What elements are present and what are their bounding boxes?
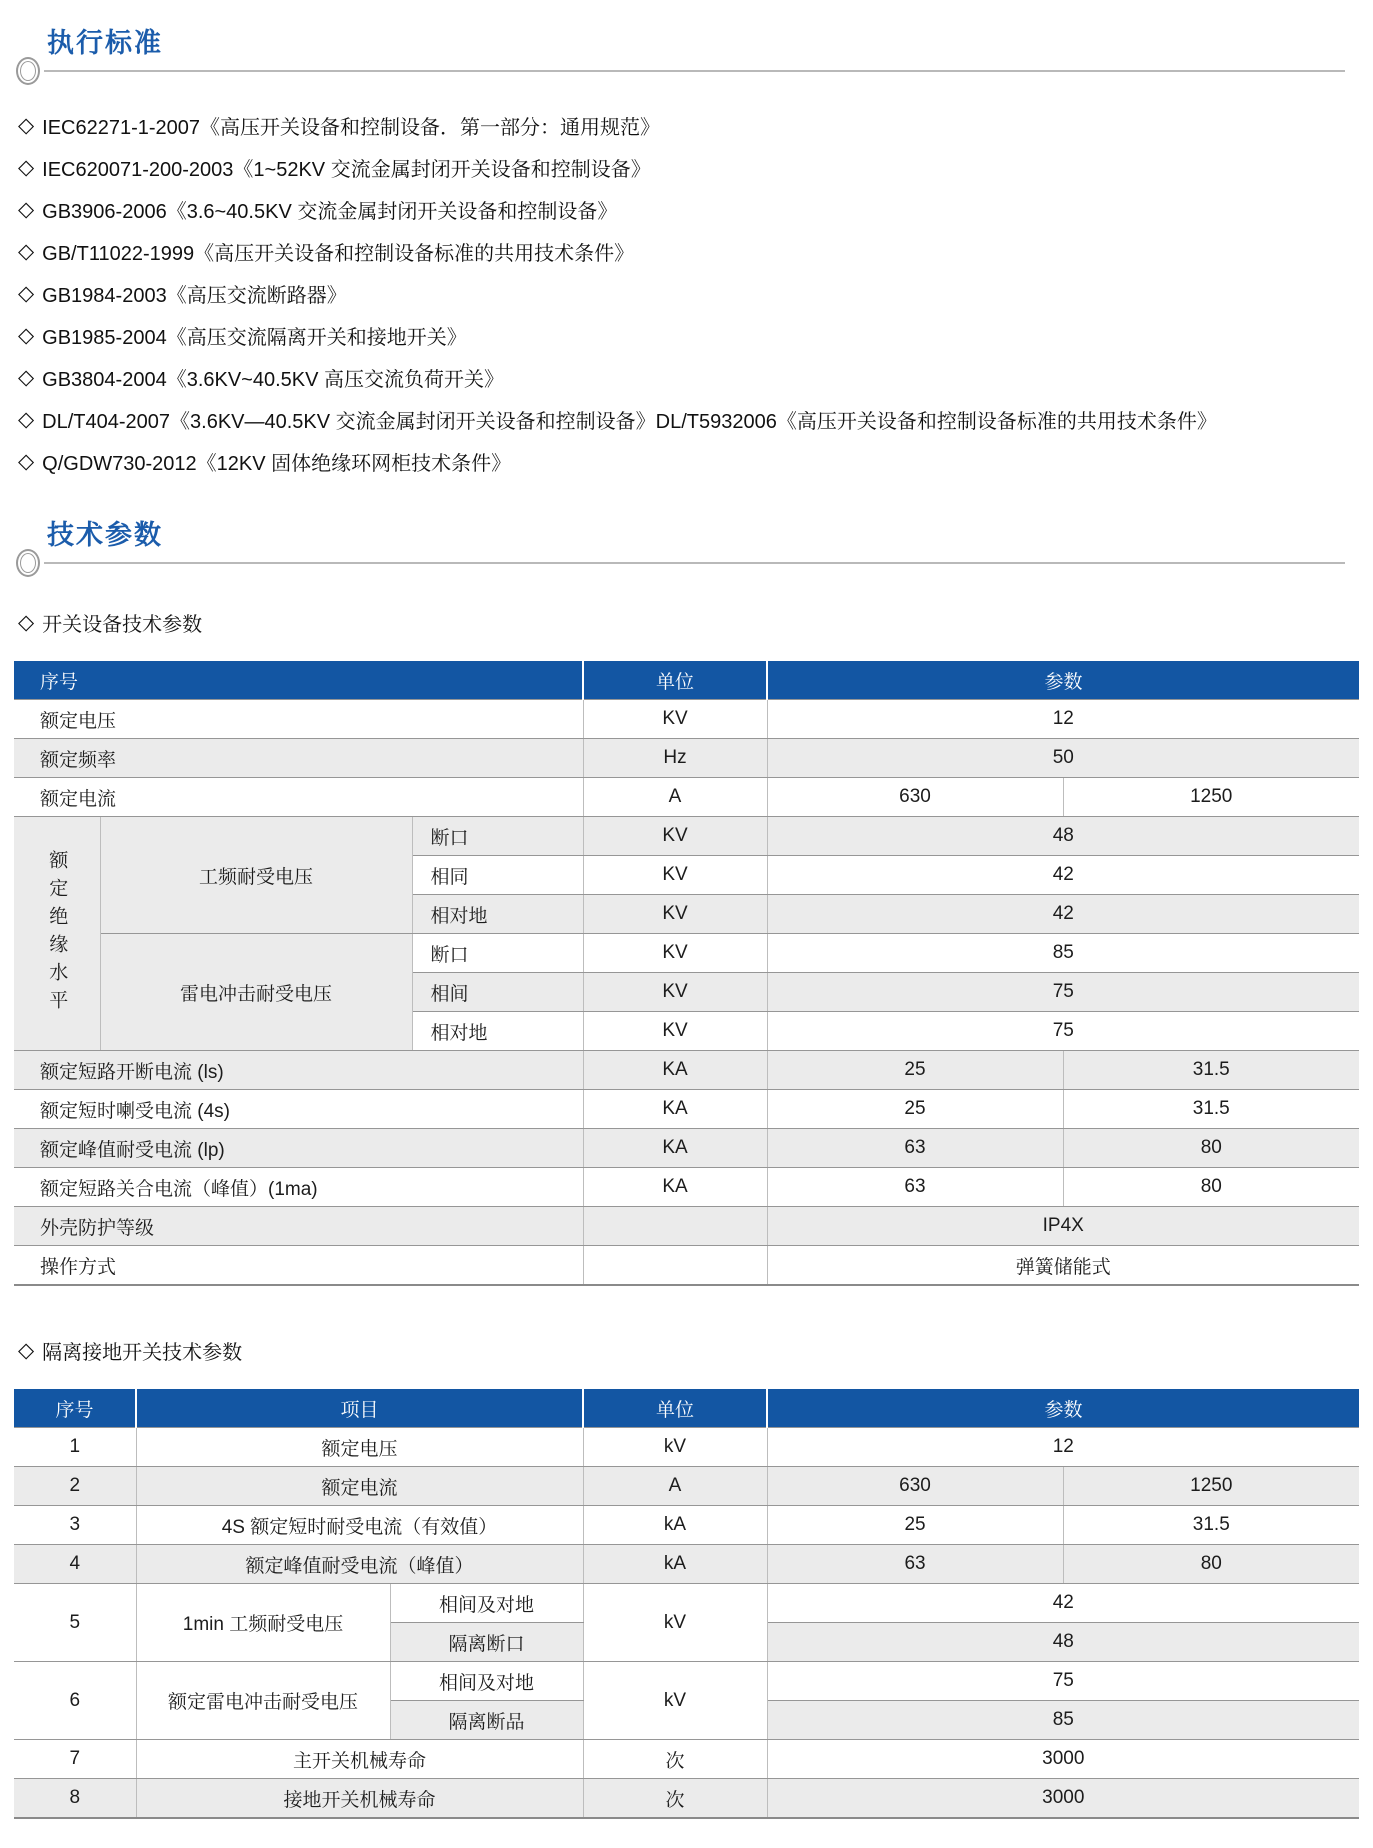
disconnector-params-table	[14, 1389, 1359, 1819]
cell-unit: KV	[583, 700, 767, 739]
cell-value: 3000	[767, 1740, 1359, 1779]
cell-label: 额定峰值耐受电流 (lp)	[14, 1129, 583, 1168]
disconnector-params-subtitle	[18, 1336, 1373, 1365]
cell-sublabel: 相同	[412, 856, 583, 895]
cell-unit: KV	[583, 1012, 767, 1051]
cell-unit: KA	[583, 1051, 767, 1090]
cell-number: 1	[14, 1428, 136, 1467]
cell-unit: kV	[583, 1662, 767, 1740]
cell-value: 1250	[1063, 778, 1359, 817]
cell-value: 80	[1063, 1545, 1359, 1584]
cell-unit: kV	[583, 1428, 767, 1467]
list-item	[18, 104, 1373, 146]
cell-group-label: 工频耐受电压	[100, 817, 412, 934]
cell-sublabel: 相对地	[412, 895, 583, 934]
cell-sublabel: 隔离断品	[390, 1701, 583, 1740]
table-header-row	[14, 1389, 1359, 1428]
table-row	[14, 934, 1359, 973]
cell-label: 外壳防护等级	[14, 1207, 583, 1246]
cell-unit: Hz	[583, 739, 767, 778]
cell-sublabel: 断口	[412, 934, 583, 973]
cell-value: 12	[767, 700, 1359, 739]
cell-number: 3	[14, 1506, 136, 1545]
switchgear-params-subtitle	[18, 608, 1373, 637]
standard-text: IEC620071-200-2003《1~52KV 交流金属封闭开关设备和控制设备》	[42, 158, 651, 181]
divider-line	[44, 70, 1345, 72]
cell-number: 4	[14, 1545, 136, 1584]
diamond-bullet-icon: ◇	[18, 365, 35, 389]
subtitle-text: 隔离接地开关技术参数	[42, 1342, 243, 1364]
cell-sublabel: 相对地	[412, 1012, 583, 1051]
cell-number: 7	[14, 1740, 136, 1779]
table-row	[14, 1129, 1359, 1168]
table-row	[14, 1584, 1359, 1623]
cell-value: 48	[767, 817, 1359, 856]
cell-item: 接地开关机械寿命	[136, 1779, 583, 1819]
diamond-bullet-icon: ◇	[18, 611, 35, 634]
cell-unit: KA	[583, 1090, 767, 1129]
parameters-section-title: 技术参数	[47, 520, 163, 550]
cell-value: 80	[1063, 1129, 1359, 1168]
cell-value: 85	[767, 934, 1359, 973]
cell-value: 3000	[767, 1779, 1359, 1819]
standards-section-title: 执行标准	[47, 28, 163, 58]
list-item	[18, 440, 1373, 482]
cell-item: 额定雷电冲击耐受电压	[136, 1662, 390, 1740]
cell-unit: 次	[583, 1740, 767, 1779]
table-row	[14, 700, 1359, 739]
cell-label: 额定电压	[14, 700, 583, 739]
standard-text: IEC62271-1-2007《高压开关设备和控制设备．第一部分：通用规范》	[42, 116, 661, 139]
cell-unit: KA	[583, 1129, 767, 1168]
cell-unit: KV	[583, 895, 767, 934]
cell-value: 31.5	[1063, 1051, 1359, 1090]
cell-item: 额定电压	[136, 1428, 583, 1467]
cell-unit: kV	[583, 1584, 767, 1662]
table-row	[14, 1051, 1359, 1090]
cell-sublabel: 相间及对地	[390, 1584, 583, 1623]
column-header: 序号	[14, 1389, 136, 1428]
cell-value: 42	[767, 856, 1359, 895]
table-row	[14, 1428, 1359, 1467]
cell-item: 4S 额定短时耐受电流（有效值）	[136, 1506, 583, 1545]
cell-value: 25	[767, 1090, 1063, 1129]
cell-value: 50	[767, 739, 1359, 778]
diamond-bullet-icon: ◇	[18, 323, 35, 347]
cell-label: 额定频率	[14, 739, 583, 778]
cell-value: IP4X	[767, 1207, 1359, 1246]
list-item	[18, 314, 1373, 356]
table-row	[14, 1168, 1359, 1207]
cell-value: 63	[767, 1545, 1063, 1584]
cell-value: 弹簧储能式	[767, 1246, 1359, 1286]
cell-label: 额定短路关合电流（峰值）(1ma)	[14, 1168, 583, 1207]
standard-text: DL/T404-2007《3.6KV—40.5KV 交流金属封闭开关设备和控制设备》DL/T5932006《高压开关设备和控制设备标准的共用技术条件》	[42, 410, 1217, 433]
column-header: 序号	[14, 661, 583, 700]
ring-ornament-icon	[16, 549, 40, 577]
cell-unit	[583, 1246, 767, 1286]
standard-text: GB1984-2003《高压交流断路器》	[42, 284, 347, 307]
column-header: 单位	[583, 661, 767, 700]
cell-unit: KA	[583, 1168, 767, 1207]
divider-line	[44, 562, 1345, 564]
cell-label: 操作方式	[14, 1246, 583, 1286]
cell-item: 主开关机械寿命	[136, 1740, 583, 1779]
diamond-bullet-icon: ◇	[18, 155, 35, 179]
cell-item: 1min 工频耐受电压	[136, 1584, 390, 1662]
standard-text: GB3906-2006《3.6~40.5KV 交流金属封闭开关设备和控制设备》	[42, 200, 618, 223]
diamond-bullet-icon: ◇	[18, 1339, 35, 1362]
diamond-bullet-icon: ◇	[18, 197, 35, 221]
cell-value: 85	[767, 1701, 1359, 1740]
table-row	[14, 1506, 1359, 1545]
cell-value: 75	[767, 1012, 1359, 1051]
table-row	[14, 1740, 1359, 1779]
cell-unit	[583, 1207, 767, 1246]
list-item	[18, 188, 1373, 230]
cell-sublabel: 隔离断口	[390, 1623, 583, 1662]
table-row	[14, 1207, 1359, 1246]
cell-label: 额定短路开断电流 (ls)	[14, 1051, 583, 1090]
cell-item: 额定电流	[136, 1467, 583, 1506]
cell-value: 12	[767, 1428, 1359, 1467]
cell-value: 630	[767, 1467, 1063, 1506]
cell-value: 25	[767, 1051, 1063, 1090]
standard-text: GB3804-2004《3.6KV~40.5KV 高压交流负荷开关》	[42, 368, 505, 391]
cell-label: 额定短时喇受电流 (4s)	[14, 1090, 583, 1129]
cell-unit: KV	[583, 973, 767, 1012]
cell-value: 80	[1063, 1168, 1359, 1207]
standards-section-header	[14, 26, 1345, 90]
table-row	[14, 817, 1359, 856]
list-item	[18, 146, 1373, 188]
subtitle-text: 开关设备技术参数	[42, 614, 203, 636]
parameters-section-header	[14, 518, 1345, 582]
cell-group-label: 额定绝缘水平	[14, 817, 100, 1051]
cell-label: 额定电流	[14, 778, 583, 817]
diamond-bullet-icon: ◇	[18, 239, 35, 263]
cell-number: 6	[14, 1662, 136, 1740]
table-row	[14, 1545, 1359, 1584]
cell-sublabel: 断口	[412, 817, 583, 856]
cell-value: 42	[767, 1584, 1359, 1623]
diamond-bullet-icon: ◇	[18, 449, 35, 473]
switchgear-params-table	[14, 661, 1359, 1286]
cell-value: 75	[767, 973, 1359, 1012]
cell-value: 31.5	[1063, 1506, 1359, 1545]
cell-sublabel: 相间	[412, 973, 583, 1012]
cell-unit: A	[583, 778, 767, 817]
cell-unit: 次	[583, 1779, 767, 1819]
cell-number: 8	[14, 1779, 136, 1819]
column-header: 单位	[583, 1389, 767, 1428]
column-header: 项目	[136, 1389, 583, 1428]
cell-value: 42	[767, 895, 1359, 934]
diamond-bullet-icon: ◇	[18, 113, 35, 137]
list-item	[18, 230, 1373, 272]
standards-list	[18, 104, 1373, 482]
list-item	[18, 272, 1373, 314]
standard-text: GB1985-2004《高压交流隔离开关和接地开关》	[42, 326, 467, 349]
table-row	[14, 1662, 1359, 1701]
cell-group-label: 雷电冲击耐受电压	[100, 934, 412, 1051]
cell-unit: KV	[583, 856, 767, 895]
table-row	[14, 778, 1359, 817]
cell-unit: KV	[583, 817, 767, 856]
table-row	[14, 1090, 1359, 1129]
cell-number: 5	[14, 1584, 136, 1662]
table-row	[14, 1246, 1359, 1286]
cell-value: 63	[767, 1168, 1063, 1207]
cell-unit: A	[583, 1467, 767, 1506]
standard-text: GB/T11022-1999《高压开关设备和控制设备标准的共用技术条件》	[42, 242, 635, 265]
table-header-row	[14, 661, 1359, 700]
cell-sublabel: 相间及对地	[390, 1662, 583, 1701]
section-divider	[14, 60, 1345, 90]
cell-unit: kA	[583, 1545, 767, 1584]
table-row	[14, 1779, 1359, 1819]
cell-value: 75	[767, 1662, 1359, 1701]
cell-value: 630	[767, 778, 1063, 817]
diamond-bullet-icon: ◇	[18, 281, 35, 305]
table-row	[14, 739, 1359, 778]
column-header: 参数	[767, 1389, 1359, 1428]
standard-text: Q/GDW730-2012《12KV 固体绝缘环网柜技术条件》	[42, 452, 512, 475]
cell-value: 1250	[1063, 1467, 1359, 1506]
list-item	[18, 398, 1373, 440]
cell-number: 2	[14, 1467, 136, 1506]
ring-ornament-icon	[16, 57, 40, 85]
cell-item: 额定峰值耐受电流（峰值）	[136, 1545, 583, 1584]
cell-value: 63	[767, 1129, 1063, 1168]
cell-unit: KV	[583, 934, 767, 973]
cell-value: 31.5	[1063, 1090, 1359, 1129]
list-item	[18, 356, 1373, 398]
section-divider	[14, 552, 1345, 582]
column-header: 参数	[767, 661, 1359, 700]
cell-unit: kA	[583, 1506, 767, 1545]
diamond-bullet-icon: ◇	[18, 407, 35, 431]
cell-value: 48	[767, 1623, 1359, 1662]
table-row	[14, 1467, 1359, 1506]
cell-value: 25	[767, 1506, 1063, 1545]
